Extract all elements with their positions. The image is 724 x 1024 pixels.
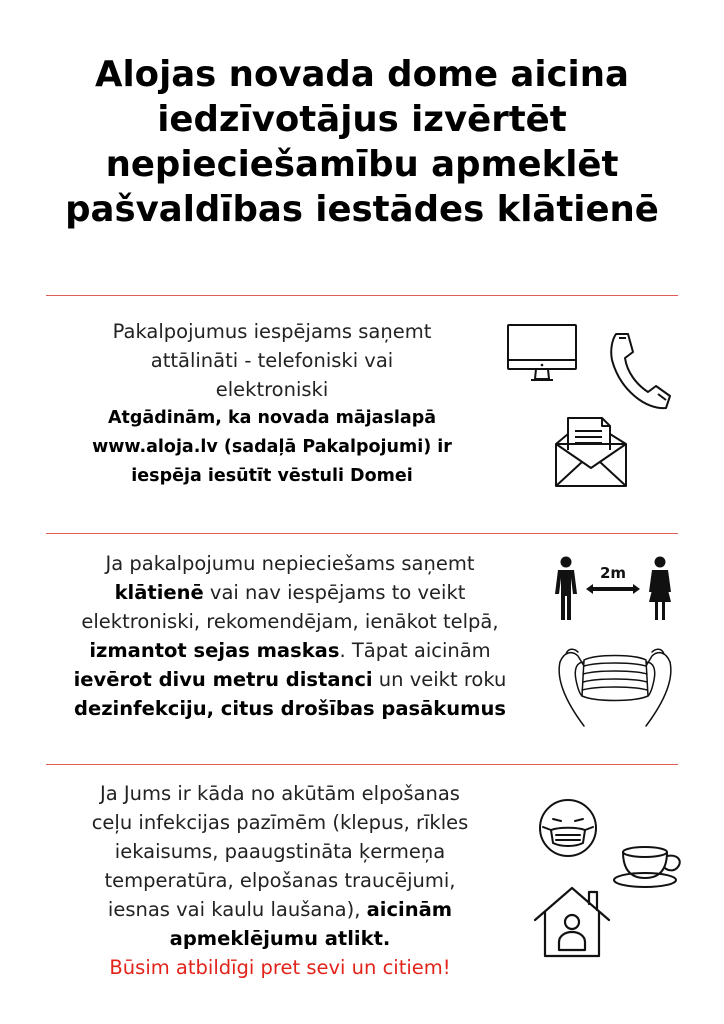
- text-line: iekaisums, paaugstināta ķermeņa: [114, 840, 446, 863]
- text-line: elektroniski, rekomendējam, ienākot telpā,: [81, 610, 499, 633]
- sick-face-icon: [537, 797, 599, 859]
- title-line: pašvaldības iestādes klātienē: [65, 189, 659, 230]
- text-part: vai nav iespējams to veikt: [203, 581, 466, 604]
- reminder-line: www.aloja.lv (sadaļā Pakalpojumi) ir: [92, 437, 452, 457]
- section-divider: [46, 295, 678, 296]
- section-divider: [46, 533, 678, 534]
- telephone-handset-icon: [606, 330, 674, 414]
- text-line: Pakalpojumus iespējams saņemt: [112, 320, 432, 343]
- emphasis: aicinām: [366, 898, 453, 921]
- page-title: [30, 52, 694, 232]
- reminder-line: iespēja iesūtīt vēstuli Domei: [131, 466, 413, 486]
- social-distance-icon: [552, 556, 676, 624]
- text-part: un veikt roku: [372, 668, 507, 691]
- text-line: [40, 895, 520, 924]
- text-part: iesnas vai kaulu laušana),: [107, 898, 367, 921]
- emphasis: ievērot divu metru distanci: [73, 668, 373, 691]
- title-line: iedzīvotājus izvērtēt: [157, 99, 567, 140]
- text-line: temperatūra, elpošanas traucējumi,: [104, 869, 456, 892]
- emphasis: izmantot sejas maskas: [89, 639, 340, 662]
- title-line: Alojas novada dome aicina: [95, 54, 629, 95]
- remote-services-text: [52, 317, 492, 491]
- stay-home-icon: [531, 884, 613, 960]
- text-line: Ja pakalpojumu nepieciešams saņemt: [105, 552, 475, 575]
- distance-label: 2m: [599, 564, 627, 582]
- text-line: attālināti - telefoniski vai: [150, 349, 394, 372]
- text-part: . Tāpat aicinām: [339, 639, 491, 662]
- text-line: elektroniski: [215, 378, 329, 401]
- title-line: nepieciešamību apmeklēt: [105, 144, 619, 185]
- text-line: [40, 665, 540, 694]
- text-line: [40, 578, 540, 607]
- face-mask-icon: [548, 640, 682, 728]
- text-line: dezinfekciju, citus drošības pasākumus: [74, 697, 506, 720]
- tea-cup-icon: [611, 842, 687, 892]
- envelope-letter-icon: [552, 414, 630, 490]
- emphasis: klātienē: [114, 581, 204, 604]
- computer-monitor-icon: [505, 322, 581, 388]
- section-divider: [46, 764, 678, 765]
- text-line: apmeklējumu atlikt.: [169, 927, 391, 950]
- text-line: [40, 636, 540, 665]
- text-line: Ja Jums ir kāda no akūtām elpošanas: [100, 782, 460, 805]
- in-person-advice-text: [40, 549, 540, 723]
- text-line: ceļu infekcijas pazīmēm (klepus, rīkles: [91, 811, 469, 834]
- reminder-line: Atgādinām, ka novada mājaslapā: [107, 408, 437, 428]
- symptoms-advice-text: [40, 779, 520, 982]
- closing-message: Būsim atbildīgi pret sevi un citiem!: [109, 956, 451, 979]
